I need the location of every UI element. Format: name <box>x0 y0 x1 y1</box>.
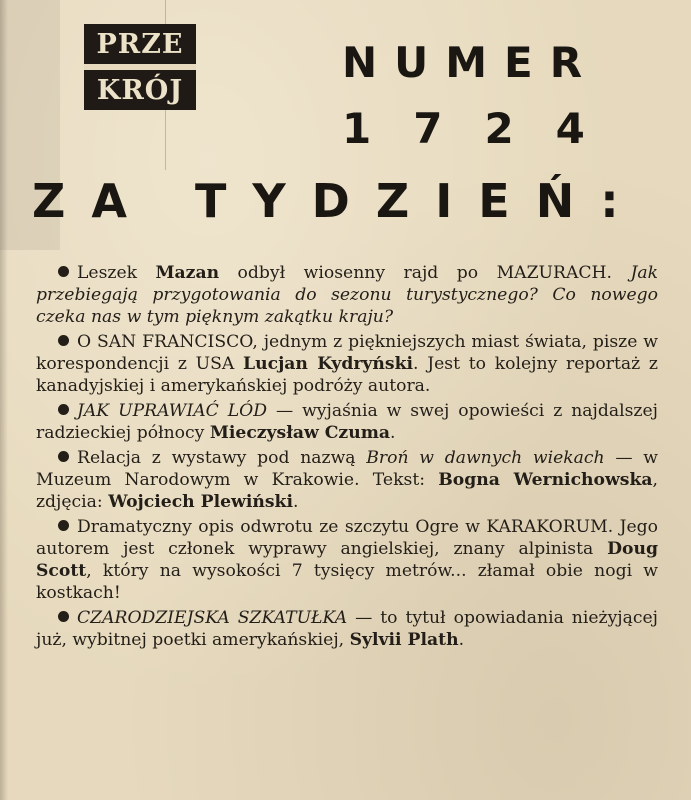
contents-item-text: . <box>458 630 465 650</box>
contents-item-text: JAK UPRAWIAĆ LÓD <box>77 401 268 421</box>
bullet-dot-icon <box>58 404 69 415</box>
contents-item-text: Mazan <box>155 263 220 283</box>
przekroj-logo <box>84 24 196 112</box>
contents-item-text: Relacja z wystawy pod nazwą <box>77 448 367 468</box>
contents-item-text: Sylvii Plath <box>349 630 459 650</box>
contents-item-text: . <box>390 423 396 443</box>
contents-item <box>36 400 658 444</box>
contents-item-text: Lucjan Kydryński <box>243 354 414 374</box>
contents-item-text: Leszek <box>77 263 156 283</box>
contents-item-text: — to tytuł opowiadania nieżyjącej już, wybitnej poetki amerykańskiej, <box>36 608 658 650</box>
contents-item-text: Dramatyczny opis odwrotu ze szczytu Ogre w KARAKORUM. Jego autorem jest członek wyprawy angielskiej, znany alpinista <box>36 517 658 559</box>
bullet-dot-icon <box>58 451 69 462</box>
contents-item-text: Bogna Wernichowska <box>438 470 653 490</box>
headline-za-tydzien: ZA TYDZIEŃ: <box>32 174 645 228</box>
contents-item <box>36 331 658 397</box>
bullet-dot-icon <box>58 611 69 622</box>
contents-item <box>36 447 658 513</box>
contents-item <box>36 607 658 651</box>
contents-item-text: Wojciech Plewiński <box>108 492 293 512</box>
contents-item <box>36 516 658 604</box>
contents-item-text: . <box>292 492 299 512</box>
contents-item-text: O SAN FRANCISCO, jednym z piękniejszych miast świata, pisze w korespondencji z USA <box>36 332 658 374</box>
bullet-dot-icon <box>58 335 69 346</box>
contents-item <box>36 262 658 328</box>
headline-numer: NUMER <box>342 38 600 87</box>
contents-item-text: CZARODZIEJSKA SZKATUŁKA <box>77 608 348 628</box>
contents-item-text: Doug Scott <box>36 539 658 581</box>
headline-issue-number: 1724 <box>342 104 627 153</box>
contents-item-text: Jak przebiegają przygotowania do sezonu turystycznego? Co nowego czeka nas w tym pięknym zakątku kraju? <box>36 263 658 327</box>
contents-item-text: , który na wysokości 7 tysięcy metrów... złamał obie nogi w kostkach! <box>36 561 658 603</box>
contents-item-text: Mieczysław Czuma <box>209 423 391 443</box>
contents-item-text: , zdjęcia: <box>36 470 658 512</box>
contents-item-text: odbył wiosenny rajd po MAZURACH. <box>219 263 631 283</box>
contents-item-text: Broń w dawnych wiekach <box>366 448 605 468</box>
contents-item-text: — w Muzeum Narodowym w Krakowie. Tekst: <box>36 448 659 490</box>
bullet-dot-icon <box>58 520 69 531</box>
contents-list <box>36 262 658 654</box>
contents-item-text: — wyjaśnia w swej opowieści z najdalszej radzieckiej północy <box>36 401 658 443</box>
logo-top-text: PRZE <box>84 24 196 64</box>
contents-item-text: . Jest to kolejny reportaż z kanadyjskiej i amerykańskiej podróży autora. <box>36 354 658 396</box>
logo-bottom-text: KRÓJ <box>84 70 196 110</box>
bullet-dot-icon <box>58 266 69 277</box>
